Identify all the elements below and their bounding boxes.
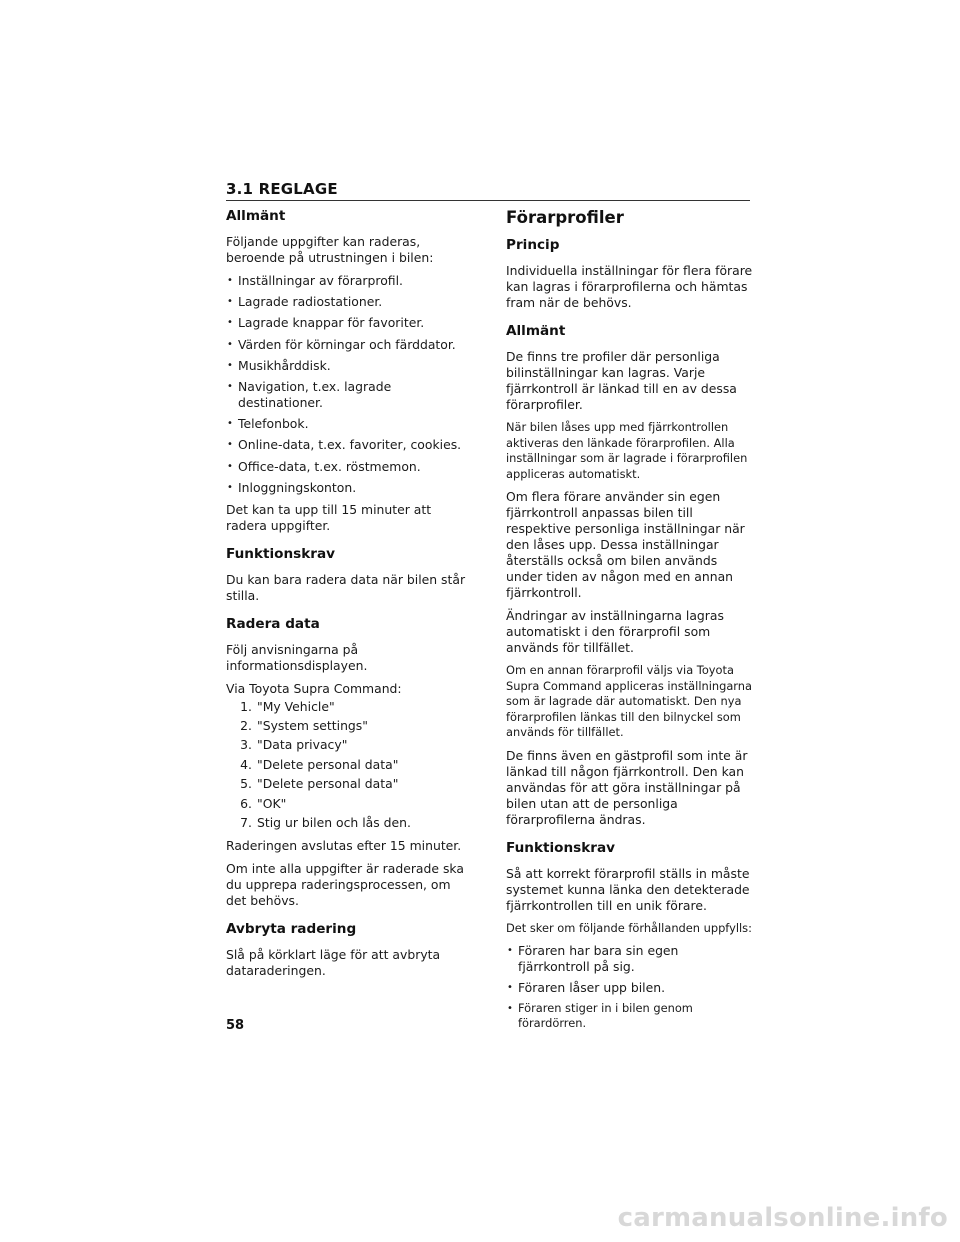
intro-text: Följande uppgifter kan raderas, beroende på utrustningen i bilen: — [226, 234, 434, 265]
watermark: carmanualsonline.info — [617, 1203, 948, 1233]
paragraph: De finns även en gästprofil som inte är länkad till någon fjärrkontroll. Den kan användas för att göra inställningar på bilen utan att de personliga förarprofilerna ändras. — [506, 747, 748, 827]
allmant-heading: Allmänt — [506, 323, 566, 339]
right-column — [506, 208, 754, 1037]
funktionskrav-heading: Funktionskrav — [506, 839, 616, 856]
list-item: • Lagrade radiostationer. — [226, 294, 472, 310]
list-item: • Lagrade knappar för favoriter. — [226, 315, 472, 331]
section-title: 3.1 REGLAGE — [226, 180, 338, 198]
step-number: 1. — [240, 698, 252, 714]
list-item: • Online-data, t.ex. favoriter, cookies. — [226, 437, 472, 453]
radera-heading: Radera data — [226, 615, 320, 632]
steps-list — [226, 699, 472, 831]
step-text: Stig ur bilen och lås den. — [257, 815, 411, 831]
list-item: • Office-data, t.ex. röstmemon. — [226, 459, 472, 475]
allmant-heading: Allmänt — [226, 208, 286, 224]
page-number: 58 — [226, 1018, 245, 1033]
step-number: 3. — [240, 737, 252, 753]
princip-text: Individuella inställningar för flera förare kan lagras i förarprofilerna och hämtas fram när de behövs. — [506, 263, 753, 310]
step-item — [226, 757, 472, 773]
paragraph: Så att korrekt förarprofil ställs in måste systemet kunna länka den detekterade fjärrkontrollen till en unik förare. — [506, 865, 750, 913]
step-text: "Delete personal data" — [257, 776, 399, 792]
funktionskrav-heading: Funktionskrav — [226, 545, 336, 562]
step-text: "My Vehicle" — [257, 698, 335, 714]
step-number: 4. — [240, 756, 252, 772]
avbryta-heading: Avbryta radering — [226, 921, 357, 938]
radera-text: Följ anvisningarna på informationsdisplayen. — [226, 641, 368, 673]
list-item: • Föraren har bara sin egen fjärrkontroll på sig. — [506, 943, 754, 975]
section-divider — [226, 200, 750, 201]
step-item — [226, 796, 472, 812]
paragraph: Om en annan förarprofil väljs via Toyota Supra Command appliceras inställningarna som är lagrade där automatiskt. Den nya förarprofilen länkas till den bilnyckel som används för tillfället. — [506, 663, 752, 739]
step-text: "Data privacy" — [257, 737, 348, 753]
step-item — [226, 776, 472, 792]
paragraph: De finns tre profiler där personliga bilinställningar kan lagras. Varje fjärrkontroll är länkad till en av dessa förarprofiler. — [506, 349, 737, 412]
step-number: 6. — [240, 795, 252, 811]
paragraph: Det sker om följande förhållanden uppfylls: — [506, 920, 752, 935]
princip-heading: Princip — [506, 237, 560, 253]
data-list — [226, 273, 472, 496]
list-item: • Musikhårddisk. — [226, 358, 472, 374]
left-column — [226, 208, 472, 986]
step-item — [226, 718, 472, 734]
via-text: Via Toyota Supra Command: — [226, 680, 402, 696]
step-number: 5. — [240, 776, 252, 792]
avbryta-text: Slå på körklart läge för att avbryta dataraderingen. — [226, 947, 441, 979]
forarprofiler-heading: Förarprofiler — [506, 208, 624, 227]
duration-note: Det kan ta upp till 15 minuter att radera uppgifter. — [226, 501, 432, 533]
step-number: 7. — [240, 815, 252, 831]
step-item — [226, 815, 472, 831]
list-item: • Värden för körningar och färddator. — [226, 337, 472, 353]
conditions-list — [506, 943, 754, 1031]
step-item — [226, 737, 472, 753]
list-item: • Inloggningskonton. — [226, 480, 472, 496]
list-item: • Inställningar av förarprofil. — [226, 273, 472, 289]
step-text: "OK" — [257, 795, 287, 811]
list-item: • Navigation, t.ex. lagrade destinationer. — [226, 379, 472, 411]
step-item — [226, 699, 472, 715]
paragraph: När bilen låses upp med fjärrkontrollen aktiveras den länkade förarprofilen. Alla inställningar som är lagrade i förarprofilen appliceras automatiskt. — [506, 420, 748, 481]
funktionskrav-text: Du kan bara radera data när bilen står stilla. — [226, 571, 466, 603]
list-item: • Telefonbok. — [226, 416, 472, 432]
step-number: 2. — [240, 718, 252, 734]
paragraph: Ändringar av inställningarna lagras automatiskt i den förarprofil som används för tillfället. — [506, 608, 724, 655]
step-text: "System settings" — [257, 718, 368, 734]
list-item: • Föraren låser upp bilen. — [506, 980, 754, 996]
list-item: • Föraren stiger in i bilen genom förardörren. — [506, 1001, 754, 1031]
repeat-text: Om inte alla uppgifter är raderade ska du upprepa raderingsprocessen, om det behövs. — [226, 861, 464, 909]
paragraph: Om flera förare använder sin egen fjärrkontroll anpassas bilen till respektive personliga inställningar när den låses upp. Dessa inställningar återställs också om bilen används under tiden av någon med en annan fjärrkontroll. — [506, 489, 745, 600]
step-text: "Delete personal data" — [257, 756, 399, 772]
after-steps-text: Raderingen avslutas efter 15 minuter. — [226, 838, 462, 854]
